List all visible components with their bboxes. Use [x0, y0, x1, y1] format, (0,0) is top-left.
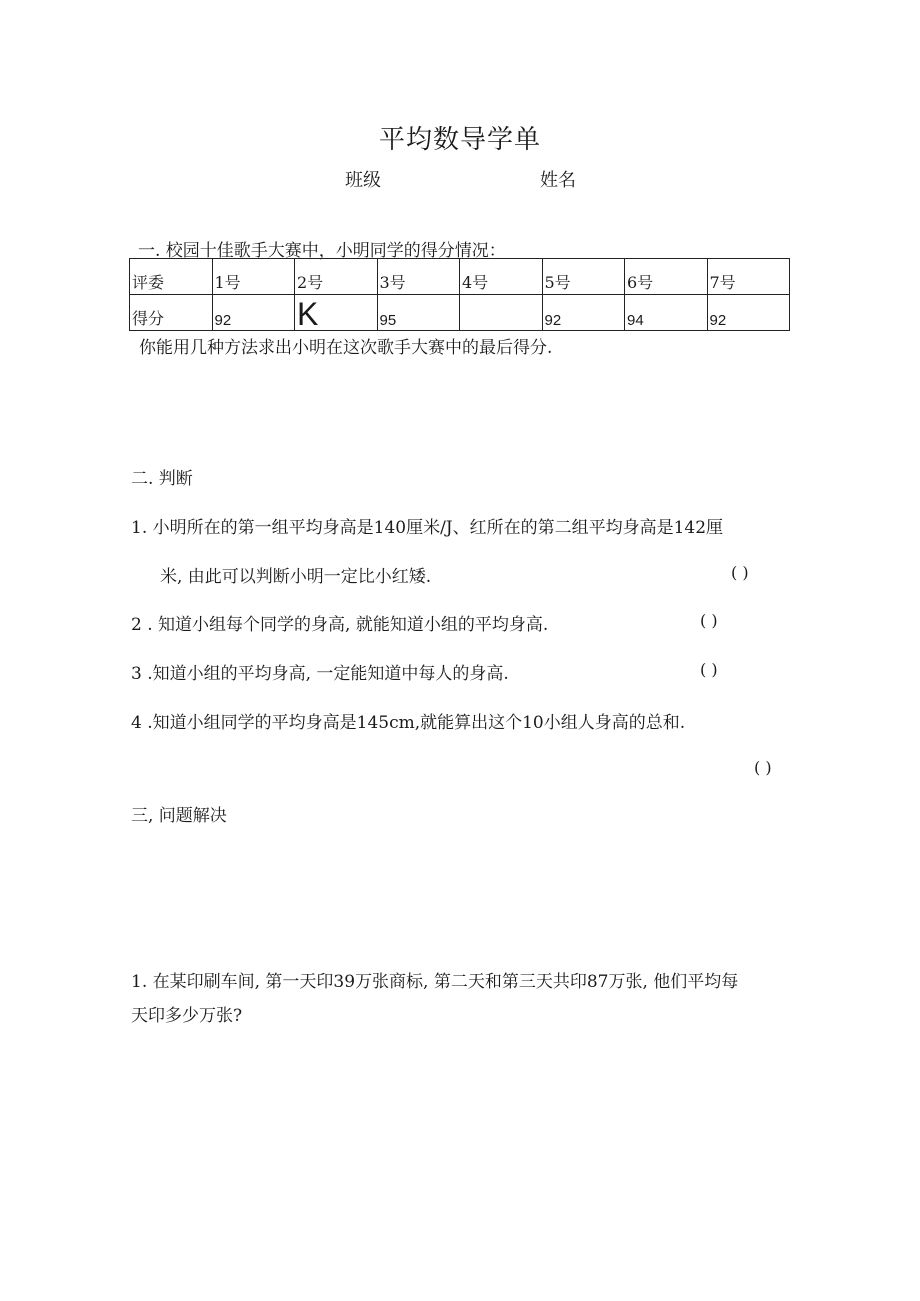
table-cell: 1号: [212, 259, 295, 295]
table-cell: [460, 295, 543, 331]
section-two-heading: 二. 判断: [131, 469, 193, 489]
answer-blank-3: ( ): [700, 660, 718, 679]
class-label: 班级: [345, 170, 381, 191]
section-one-heading: 一. 校园十佳歌手大赛中，小明同学的得分情况：: [138, 241, 506, 261]
table-cell: 92: [707, 295, 790, 331]
table-row-scores: [130, 295, 790, 331]
judge-question-1-line-2: 米, 由此可以判断小明一定比小红矮.: [160, 567, 432, 587]
section-three-heading: 三, 问题解决: [131, 806, 227, 826]
section-one-question: 你能用几种方法求出小明在这次歌手大赛中的最后得分.: [139, 338, 553, 358]
judge-question-3: 3 .知道小组的平均身高, 一定能知道中每人的身高.: [131, 664, 509, 684]
answer-blank-1: ( ): [731, 563, 749, 582]
page-title: 平均数导学单: [378, 125, 541, 155]
table-cell: 2号: [295, 259, 378, 295]
problem-1-line-2: 天印多少万张?: [131, 1006, 243, 1026]
answer-blank-4: ( ): [754, 758, 772, 777]
table-cell: 5号: [542, 259, 625, 295]
table-cell: 3号: [377, 259, 460, 295]
table-cell: 92: [212, 295, 295, 331]
table-cell: 92: [542, 295, 625, 331]
table-cell: 得分: [130, 295, 213, 331]
table-row-judges: [130, 259, 790, 295]
table-cell: 7号: [707, 259, 790, 295]
table-cell: 95: [377, 295, 460, 331]
answer-blank-2: ( ): [700, 611, 718, 630]
table-cell: 6号: [625, 259, 708, 295]
problem-1-line-1: 1. 在某印刷车间, 第一天印39万张商标, 第二天和第三天共印87万张, 他们平均每: [131, 972, 739, 992]
judge-question-2: 2 . 知道小组每个同学的身高, 就能知道小组的平均身高.: [131, 615, 549, 635]
name-label: 姓名: [540, 170, 576, 191]
judge-question-1-line-1: 1. 小明所在的第一组平均身高是140厘米/J、红所在的第二组平均身高是142厘: [131, 518, 724, 538]
table-cell: K: [295, 295, 378, 331]
table-cell: 94: [625, 295, 708, 331]
judge-question-4: 4 .知道小组同学的平均身高是145cm,就能算出这个10小组人身高的总和.: [131, 713, 686, 733]
table-cell: 4号: [460, 259, 543, 295]
score-table: [129, 258, 790, 331]
table-cell: 评委: [130, 259, 213, 295]
